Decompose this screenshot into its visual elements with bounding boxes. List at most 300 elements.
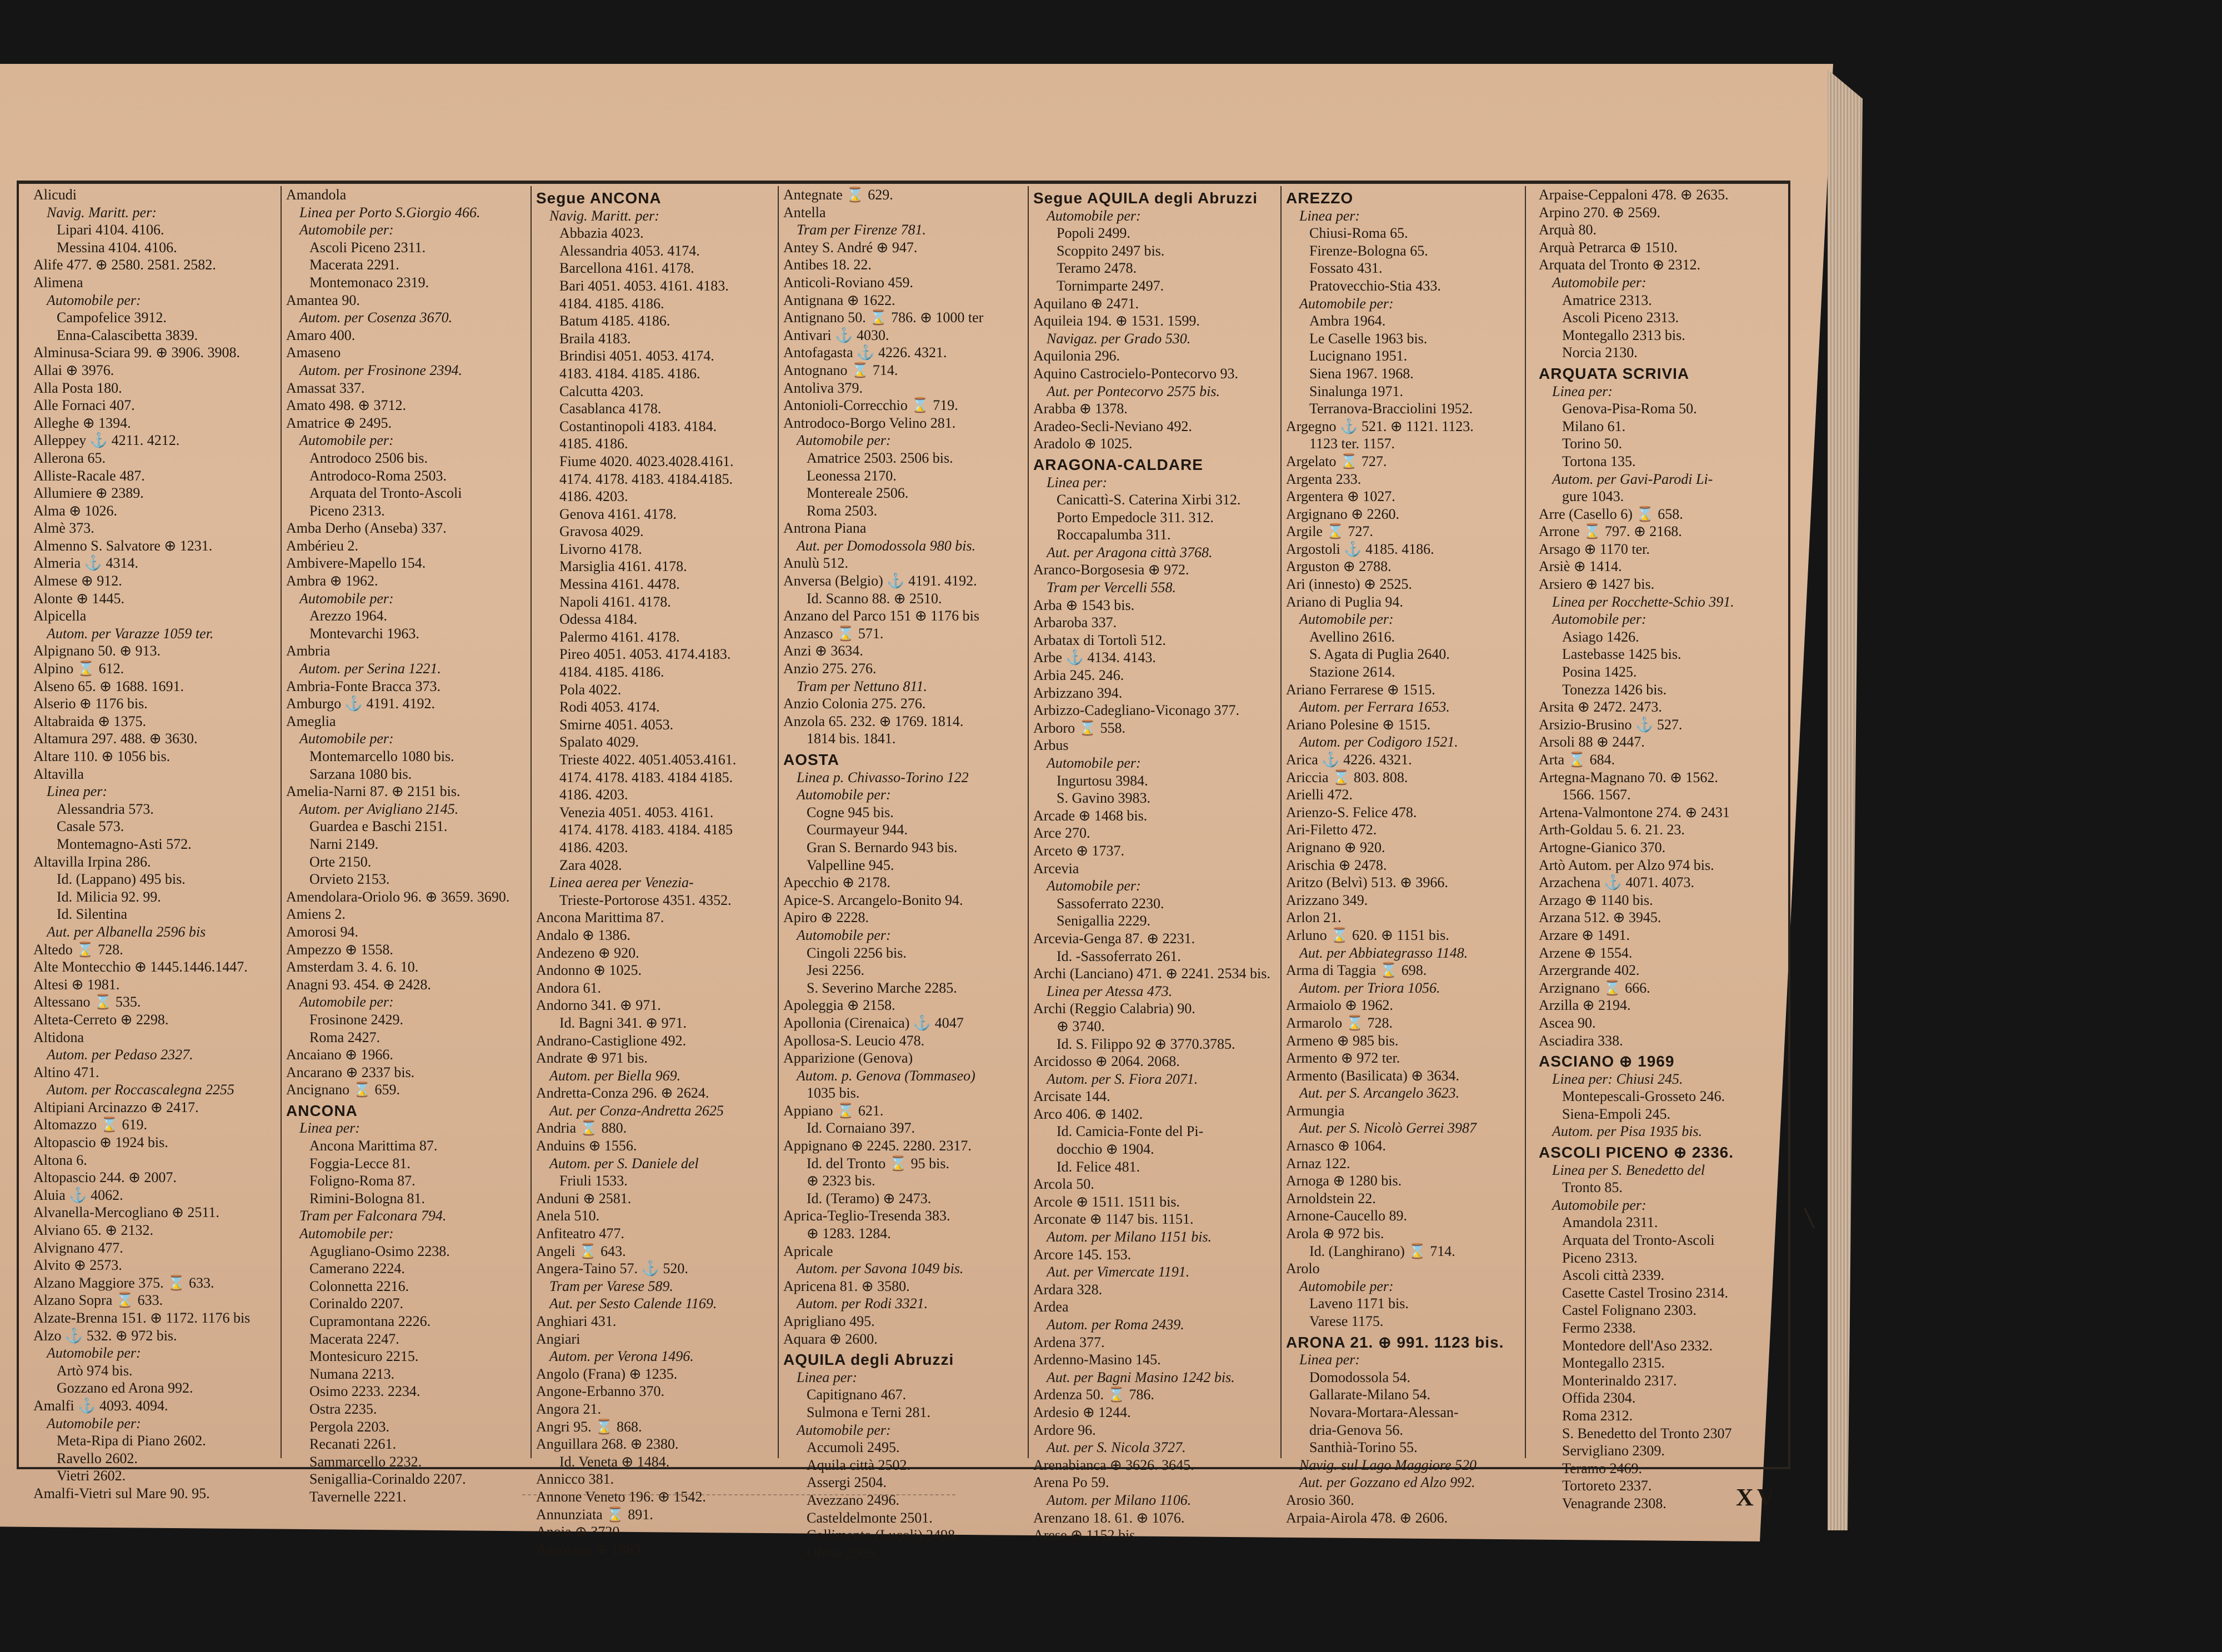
index-sub-entry: Aut. per Albanella 2596 bis <box>47 923 206 940</box>
index-entry: Ardenza 50. ⌛ 786. <box>1033 1386 1154 1403</box>
index-sub-entry: Autom. per Savona 1049 bis. <box>797 1260 964 1277</box>
index-sub-entry: Tram per Firenze 781. <box>797 222 927 238</box>
index-sub-entry: Automobile per: <box>1552 611 1647 628</box>
index-entry: Arbia 245. 246. <box>1033 667 1124 684</box>
index-column-2 <box>286 186 532 1505</box>
index-entry: Altidona <box>33 1029 84 1045</box>
index-entry: Amiens 2. <box>286 906 346 923</box>
index-entry: Aritzo (Belvì) 513. ⊕ 3966. <box>1286 874 1448 891</box>
index-sub-entry: Linea per Atessa 473. <box>1047 983 1173 999</box>
index-entry: Amantea 90. <box>286 292 360 308</box>
index-entry: Tavernelle 2221. <box>309 1488 407 1505</box>
index-entry: Ostra 2235. <box>309 1400 377 1417</box>
index-entry: Sinalunga 1971. <box>1309 383 1403 399</box>
index-entry: Arsago ⊕ 1170 ter. <box>1539 540 1650 557</box>
index-entry: Asiago 1426. <box>1562 628 1639 645</box>
index-entry: Arosio 360. <box>1286 1491 1354 1508</box>
index-entry: Batum 4185. 4186. <box>559 313 670 329</box>
index-entry: Aquilano ⊕ 2471. <box>1033 295 1139 312</box>
index-entry: Lastebasse 1425 bis. <box>1562 646 1681 663</box>
index-entry: Arluno ⌛ 620. ⊕ 1151 bis. <box>1286 927 1449 943</box>
index-entry: 4174. 4178. 4183. 4184.4185. <box>559 470 733 487</box>
index-entry: Arnone-Caucello 89. <box>1286 1208 1408 1224</box>
index-entry: Torino 50. <box>1562 435 1622 452</box>
index-entry: Amatrice 2503. 2506 bis. <box>807 449 953 466</box>
index-entry: Altopascio ⊕ 1924 bis. <box>33 1134 168 1151</box>
index-entry: Ancarano ⊕ 2337 bis. <box>286 1064 415 1080</box>
index-sub-entry: Automobile per: <box>1299 1278 1394 1294</box>
index-entry: Montepescali-Grosseto 246. <box>1562 1088 1725 1105</box>
index-entry: Ofena 2505. <box>807 1544 878 1561</box>
index-entry: Apricale <box>783 1243 833 1259</box>
index-entry: Alla Posta 180. <box>33 379 122 396</box>
index-entry: Alliste-Racale 487. <box>33 467 145 484</box>
index-entry: Arce 270. <box>1033 825 1090 842</box>
index-entry: Teramo 2478. <box>1057 260 1137 277</box>
index-entry: Argenta 233. <box>1286 470 1362 487</box>
index-sub-entry: Automobile per: <box>797 787 891 803</box>
index-entry: Amelia-Narni 87. ⊕ 2151 bis. <box>286 783 461 800</box>
index-entry: ⊕ 3740. <box>1057 1018 1105 1034</box>
index-entry: Annone Veneto 196. ⊕ 1542. <box>536 1488 706 1505</box>
index-entry: Foggia-Lecce 81. <box>309 1155 411 1172</box>
index-entry: Arzene ⊕ 1554. <box>1539 944 1633 961</box>
index-entry: Apiro ⊕ 2228. <box>783 909 869 926</box>
index-entry: Avezzano 2496. <box>807 1491 900 1508</box>
index-entry: Montereale 2506. <box>807 485 909 502</box>
index-entry: Artena-Valmontone 274. ⊕ 2431 <box>1539 804 1730 820</box>
index-entry: Arsizio-Brusino ⚓ 527. <box>1539 716 1683 733</box>
index-entry: Annicco 381. <box>536 1471 614 1488</box>
index-entry: Anzasco ⌛ 571. <box>783 625 884 642</box>
index-entry: Amato 498. ⊕ 3712. <box>286 397 407 414</box>
index-entry: Smirne 4051. 4053. <box>559 716 674 733</box>
index-entry: Alpicella <box>33 608 87 624</box>
index-entry: Arnoga ⊕ 1280 bis. <box>1286 1173 1402 1189</box>
index-entry: Aquara ⊕ 2600. <box>783 1330 878 1347</box>
page-stack-edge <box>1828 69 1878 1530</box>
index-sub-entry: Automobile per: <box>1552 1197 1647 1213</box>
index-entry: S. Severino Marche 2285. <box>807 979 957 996</box>
index-heading: ANCONA <box>286 1102 358 1119</box>
index-entry: Argostoli ⚓ 4185. 4186. <box>1286 540 1434 557</box>
index-entry: Appignano ⊕ 2245. 2280. 2317. <box>783 1138 972 1154</box>
index-sub-entry: Autom. per Rodi 3321. <box>797 1295 928 1312</box>
index-entry: Ardea <box>1033 1299 1069 1315</box>
index-entry: Cingoli 2256 bis. <box>807 944 907 961</box>
index-entry: Casale 573. <box>57 818 124 835</box>
index-entry: Frosinone 2429. <box>309 1011 403 1028</box>
index-entry: Ardara 328. <box>1033 1281 1103 1298</box>
index-entry: Alzano Sopra ⌛ 633. <box>33 1292 163 1309</box>
index-entry: Andezeno ⊕ 920. <box>536 944 639 961</box>
index-entry: Roma 2503. <box>807 502 878 519</box>
index-sub-entry: Autom. per Avigliano 2145. <box>299 800 459 817</box>
index-entry: Amatrice 2313. <box>1562 292 1652 308</box>
index-entry: Andretta-Conza 296. ⊕ 2624. <box>536 1085 709 1102</box>
index-sub-entry: Linea per: <box>47 783 108 800</box>
index-sub-entry: Navig. sul Lago Maggiore 520 <box>1299 1456 1477 1473</box>
index-entry: Arzago ⊕ 1140 bis. <box>1539 892 1653 908</box>
index-entry: Camerano 2224. <box>309 1260 405 1277</box>
index-sub-entry: Automobile per: <box>1047 207 1141 224</box>
index-column-5 <box>1033 186 1282 1544</box>
index-sub-entry: Automobile per: <box>1299 295 1394 312</box>
index-entry: Apricena 81. ⊕ 3580. <box>783 1278 910 1294</box>
index-sub-entry: Autom. per Triora 1056. <box>1299 979 1440 996</box>
index-entry: 4185. 4186. <box>559 435 628 452</box>
index-entry: Arbe ⚓ 4134. 4143. <box>1033 649 1156 666</box>
index-entry: Arcisate 144. <box>1033 1088 1110 1105</box>
index-entry: Altavilla Irpina 286. <box>33 853 151 870</box>
index-entry: Arenzano 18. 61. ⊕ 1076. <box>1033 1509 1185 1526</box>
index-entry: Almese ⊕ 912. <box>33 573 122 589</box>
index-entry: Altabraida ⊕ 1375. <box>33 713 147 729</box>
index-entry: Arcola 50. <box>1033 1176 1094 1193</box>
index-entry: Armungia <box>1286 1102 1345 1119</box>
index-entry: Gravosa 4029. <box>559 523 644 540</box>
index-entry: Ari-Filetto 472. <box>1286 822 1377 838</box>
index-entry: Piceno 2313. <box>309 502 385 519</box>
index-entry: Arboro ⌛ 558. <box>1033 719 1125 736</box>
index-entry: Andora 61. <box>536 979 601 996</box>
index-sub-entry: Automobile per: <box>1552 274 1647 291</box>
index-sub-entry: Automobile per: <box>299 590 394 607</box>
index-sub-entry: Automobile per: <box>299 730 394 747</box>
index-entry: Andrate ⊕ 971 bis. <box>536 1050 648 1067</box>
index-entry: Argignano ⊕ 2260. <box>1286 505 1400 522</box>
index-sub-entry: Autom. per Serina 1221. <box>299 660 441 677</box>
index-entry: 4183. 4184. 4185. 4186. <box>559 365 700 382</box>
index-entry: Arezzo 1964. <box>309 608 388 624</box>
index-entry: Osimo 2233. 2234. <box>309 1383 421 1400</box>
index-entry: Arielli 472. <box>1286 787 1353 803</box>
index-entry: Alpino ⌛ 612. <box>33 660 124 677</box>
index-entry: Altona 6. <box>33 1152 87 1168</box>
index-entry: Braila 4183. <box>559 330 631 347</box>
index-entry: Id. Bagni 341. ⊕ 971. <box>559 1014 687 1031</box>
index-entry: Id. Milicia 92. 99. <box>57 888 161 905</box>
index-entry: Andorno 341. ⊕ 971. <box>536 997 661 1014</box>
index-sub-entry: Linea per: <box>1047 474 1108 490</box>
index-entry: Anzola 65. 232. ⊕ 1769. 1814. <box>783 713 964 729</box>
index-entry: Ariano Ferrarese ⊕ 1515. <box>1286 681 1435 698</box>
index-entry: Antrodoco 2506 bis. <box>309 449 428 466</box>
index-entry: Recanati 2261. <box>309 1436 396 1453</box>
index-entry: Ariccia ⌛ 803. 808. <box>1286 769 1408 785</box>
index-entry: Alleghe ⊕ 1394. <box>33 414 131 431</box>
index-entry: Apoleggia ⊕ 2158. <box>783 997 895 1014</box>
index-sub-entry: Linea per S. Benedetto del <box>1552 1162 1705 1178</box>
index-entry: Leonessa 2170. <box>807 467 897 484</box>
index-entry: Arzignano ⌛ 666. <box>1539 979 1650 996</box>
index-entry: Ancona Marittima 87. <box>309 1138 438 1154</box>
index-entry: Ascea 90. <box>1539 1014 1596 1031</box>
index-entry: Alminusa-Sciara 99. ⊕ 3906. 3908. <box>33 344 241 361</box>
index-entry: S. Gavino 3983. <box>1057 790 1150 807</box>
index-entry: Id. S. Filippo 92 ⊕ 3770.3785. <box>1057 1035 1235 1052</box>
index-entry: Anzi ⊕ 3634. <box>783 643 863 659</box>
index-entry: Monterinaldo 2317. <box>1562 1372 1677 1389</box>
index-sub-entry: Aut. per Pontecorvo 2575 bis. <box>1047 383 1220 399</box>
index-entry: Almenno S. Salvatore ⊕ 1231. <box>33 537 213 554</box>
index-entry: Corinaldo 2207. <box>309 1295 403 1312</box>
index-sub-entry: Tram per Varese 589. <box>549 1278 673 1294</box>
index-entry: Arignano ⊕ 920. <box>1286 839 1385 855</box>
index-entry: Arbus <box>1033 737 1069 754</box>
index-sub-entry: Tram per Falconara 794. <box>299 1208 447 1224</box>
index-entry: Ansovino ⊕ 1869. <box>536 1541 644 1558</box>
index-entry: Ingurtosu 3984. <box>1057 772 1148 789</box>
index-entry: Zara 4028. <box>559 857 622 873</box>
index-entry: Anzano del Parco 151 ⊕ 1176 bis <box>783 608 979 624</box>
index-entry: Orvieto 2153. <box>309 871 390 888</box>
index-entry: Altopascio 244. ⊕ 2007. <box>33 1169 177 1186</box>
index-entry: Roma 2427. <box>309 1029 381 1045</box>
index-entry: Arsiero ⊕ 1427 bis. <box>1539 576 1655 593</box>
index-entry: Montegallo 2315. <box>1562 1355 1665 1371</box>
index-entry: Arbatax di Tortolì 512. <box>1033 632 1166 648</box>
index-entry: Arquata del Tronto-Ascoli <box>1562 1232 1715 1249</box>
index-entry: Tortona 135. <box>1562 453 1636 469</box>
index-entry: Arzana 512. ⊕ 3945. <box>1539 909 1662 926</box>
index-entry: Accumoli 2495. <box>807 1439 900 1456</box>
index-sub-entry: Tram per Vercelli 558. <box>1047 579 1177 596</box>
index-entry: Ardenno-Masino 145. <box>1033 1351 1161 1368</box>
index-entry: Arola ⊕ 972 bis. <box>1286 1225 1384 1242</box>
index-entry: Porto Empedocle 311. 312. <box>1057 509 1214 525</box>
index-entry: Alife 477. ⊕ 2580. 2581. 2582. <box>33 257 216 273</box>
index-entry: Montemarcello 1080 bis. <box>309 748 454 764</box>
index-entry: Amandola <box>286 187 347 203</box>
index-entry: Altare 110. ⊕ 1056 bis. <box>33 748 171 764</box>
index-entry: Arba ⊕ 1543 bis. <box>1033 597 1135 613</box>
index-sub-entry: Autom. per Cosenza 3670. <box>299 309 453 326</box>
index-entry: Anoia ⊕ 3720. <box>536 1524 623 1540</box>
index-entry: Amba Derho (Anseba) 337. <box>286 520 447 537</box>
index-sub-entry: Autom. per Milano 1151 bis. <box>1047 1229 1212 1245</box>
index-entry: Macerata 2291. <box>309 257 399 273</box>
index-sub-entry: Autom. per Verona 1496. <box>549 1348 694 1365</box>
index-entry: Angri 95. ⌛ 868. <box>536 1418 642 1435</box>
index-entry: Arzare ⊕ 1491. <box>1539 927 1630 943</box>
index-sub-entry: Autom. per Gavi-Parodi Li- <box>1552 470 1713 487</box>
index-entry: Collimento (Lucoli) 2498. <box>807 1527 959 1544</box>
index-entry: Apparizione (Genova) <box>783 1050 913 1067</box>
index-entry: Arth-Goldau 5. 6. 21. 23. <box>1539 822 1685 838</box>
index-entry: Id. (Lappano) 495 bis. <box>57 871 186 888</box>
index-entry: Arta ⌛ 684. <box>1539 752 1615 768</box>
index-entry: Montemonaco 2319. <box>309 274 429 291</box>
index-entry: 1035 bis. <box>807 1085 860 1102</box>
index-entry: Andalo ⊕ 1386. <box>536 927 630 943</box>
index-entry: Montevarchi 1963. <box>309 625 419 642</box>
index-entry: Arco 406. ⊕ 1402. <box>1033 1105 1143 1122</box>
index-entry: Costantinopoli 4183. 4184. <box>559 418 717 434</box>
index-entry: Aquilonia 296. <box>1033 348 1120 364</box>
index-entry: Anzio 275. 276. <box>783 660 877 677</box>
index-entry: Arrone ⌛ 797. ⊕ 2168. <box>1539 523 1682 540</box>
index-sub-entry: Automobile per: <box>1299 611 1394 628</box>
index-entry: Agugliano-Osimo 2238. <box>309 1243 450 1259</box>
index-entry: Siena 1967. 1968. <box>1309 365 1414 382</box>
index-entry: Arcevia-Genga 87. ⊕ 2231. <box>1033 930 1195 947</box>
index-entry: Calcutta 4203. <box>559 383 644 399</box>
index-entry: Arquà Petrarca ⊕ 1510. <box>1539 239 1678 256</box>
index-entry: Aradeo-Secli-Neviano 492. <box>1033 418 1192 434</box>
index-entry: Tronto 85. <box>1562 1179 1623 1196</box>
index-sub-entry: Autom. per Roccascalegna 2255 <box>47 1082 234 1098</box>
index-entry: Arbizzano 394. <box>1033 684 1123 701</box>
index-entry: Sammarcello 2232. <box>309 1453 422 1470</box>
index-entry: Abbazia 4023. <box>559 225 644 242</box>
index-column-3 <box>536 186 779 1558</box>
index-entry: Aprica-Teglio-Tresenda 383. <box>783 1208 950 1224</box>
index-entry: Angone-Erbanno 370. <box>536 1383 665 1400</box>
index-sub-entry: Linea per Porto S.Giorgio 466. <box>299 204 481 221</box>
index-entry: Arnasco ⊕ 1064. <box>1286 1138 1386 1154</box>
index-entry: Ardesio ⊕ 1244. <box>1033 1404 1131 1420</box>
index-sub-entry: Navig. Maritt. per: <box>549 207 659 224</box>
index-entry: Altessano ⌛ 535. <box>33 994 141 1010</box>
index-sub-entry: Aut. per Sesto Calende 1169. <box>549 1295 717 1312</box>
index-entry: Trieste 4022. 4051.4053.4161. <box>559 752 737 768</box>
index-sub-entry: Automobile per: <box>47 1415 141 1431</box>
index-entry: Asciadira 338. <box>1539 1032 1623 1049</box>
index-column-1 <box>33 186 282 1501</box>
index-entry: Piceno 2313. <box>1562 1249 1638 1266</box>
index-sub-entry: Linea per: Chiusi 245. <box>1552 1070 1683 1087</box>
index-entry: Anzio Colonia 275. 276. <box>783 695 926 712</box>
index-entry: Arese ⊕ 1152 bis. <box>1033 1527 1139 1544</box>
index-entry: Arienzo-S. Felice 478. <box>1286 804 1417 820</box>
index-entry: Anela 510. <box>536 1208 600 1224</box>
index-entry: Id. Veneta ⊕ 1484. <box>559 1453 670 1470</box>
index-entry: Genova 4161. 4178. <box>559 505 677 522</box>
index-entry: Ascoli Piceno 2311. <box>309 239 426 256</box>
index-entry: Arcole ⊕ 1511. 1511 bis. <box>1033 1193 1180 1210</box>
index-entry: Aradolo ⊕ 1025. <box>1033 435 1133 452</box>
index-entry: Arma di Taggia ⌛ 698. <box>1286 962 1427 979</box>
index-entry: Alte Montecchio ⊕ 1445.1446.1447. <box>33 959 248 975</box>
index-entry: 4186. 4203. <box>559 839 628 855</box>
index-entry: Antella <box>783 204 826 221</box>
index-heading: AQUILA degli Abruzzi <box>783 1351 954 1369</box>
index-entry: Antegnate ⌛ 629. <box>783 187 893 203</box>
index-sub-entry: Linea p. Chivasso-Torino 122 <box>797 769 969 785</box>
index-entry: Genova-Pisa-Roma 50. <box>1562 401 1697 417</box>
index-entry: Altino 471. <box>33 1064 99 1080</box>
index-entry: 4174. 4178. 4183. 4184 4185. <box>559 769 733 785</box>
index-entry: Casablanca 4178. <box>559 401 662 417</box>
index-entry: Senigallia 2229. <box>1057 913 1150 929</box>
index-entry: Amaseno <box>286 344 341 361</box>
index-entry: Tornimparte 2497. <box>1057 277 1164 294</box>
index-sub-entry: Linea aerea per Venezia- <box>549 874 694 891</box>
index-entry: Artò 974 bis. <box>57 1362 133 1379</box>
index-entry: Fossato 431. <box>1309 260 1383 277</box>
index-entry: Numana 2213. <box>309 1365 395 1382</box>
index-entry: S. Benedetto del Tronto 2307 <box>1562 1425 1732 1441</box>
index-entry: Montesicuro 2215. <box>309 1348 419 1365</box>
index-entry: Anduni ⊕ 2581. <box>536 1190 632 1207</box>
index-entry: Anfiteatro 477. <box>536 1225 624 1242</box>
index-entry: docchio ⊕ 1904. <box>1057 1141 1154 1158</box>
index-entry: Artegna-Magnano 70. ⊕ 1562. <box>1539 769 1718 785</box>
index-entry: Alpignano 50. ⊕ 913. <box>33 643 161 659</box>
index-entry: Anagni 93. 454. ⊕ 2428. <box>286 976 431 993</box>
index-entry: Arpino 270. ⊕ 2569. <box>1539 204 1660 221</box>
index-sub-entry: Linea per: <box>1299 1351 1360 1368</box>
index-entry: Montegallo 2313 bis. <box>1562 327 1685 343</box>
index-entry: Id. Silentina <box>57 906 128 923</box>
index-entry: Offida 2304. <box>1562 1390 1636 1406</box>
index-entry: Angolo (Frana) ⊕ 1235. <box>536 1365 678 1382</box>
index-entry: Casette Castel Trosino 2314. <box>1562 1284 1729 1301</box>
index-sub-entry: Autom. per Pedaso 2327. <box>47 1047 193 1063</box>
index-entry: Almè 373. <box>33 520 94 537</box>
index-entry: Terranova-Bracciolini 1952. <box>1309 401 1473 417</box>
index-entry: Altedo ⌛ 728. <box>33 941 123 958</box>
index-sub-entry: Automobile per: <box>299 994 394 1010</box>
index-entry: Arre (Casello 6) ⌛ 658. <box>1539 505 1683 522</box>
index-sub-entry: Tram per Nettuno 811. <box>797 678 927 694</box>
index-entry: Valpelline 945. <box>807 857 894 873</box>
index-entry: Lipari 4104. 4106. <box>57 222 164 238</box>
index-entry: Barcellona 4161. 4178. <box>559 260 694 277</box>
index-sub-entry: Linea per Rocchette-Schio 391. <box>1552 593 1734 610</box>
index-entry: Fiume 4020. 4023.4028.4161. <box>559 453 734 469</box>
index-sub-entry: Automobile per: <box>47 1345 141 1361</box>
index-entry: Ancona Marittima 87. <box>536 909 664 926</box>
index-entry: Antrodoco-Roma 2503. <box>309 467 447 484</box>
index-entry: Armento (Basilicata) ⊕ 3634. <box>1286 1067 1460 1084</box>
index-entry: Arnaz 122. <box>1286 1155 1350 1172</box>
index-entry: Pergola 2203. <box>309 1418 389 1435</box>
index-entry: Aquila città 2502. <box>807 1456 911 1473</box>
index-entry: Altesi ⊕ 1981. <box>33 976 120 993</box>
index-entry: Bari 4051. 4053. 4161. 4183. <box>559 277 729 294</box>
index-entry: Courmayeur 944. <box>807 822 908 838</box>
index-entry: Aluia ⚓ 4062. <box>33 1187 123 1203</box>
index-entry: Arpaia-Airola 478. ⊕ 2606. <box>1286 1509 1448 1526</box>
index-entry: Andria ⌛ 880. <box>536 1120 627 1137</box>
index-entry: Ambérieu 2. <box>286 537 358 554</box>
index-entry: Guardea e Baschi 2151. <box>309 818 448 835</box>
index-entry: Argentera ⊕ 1027. <box>1286 488 1395 505</box>
index-sub-entry: Automobile per: <box>299 222 394 238</box>
index-entry: Alzano Maggiore 375. ⌛ 633. <box>33 1274 214 1291</box>
index-entry: Montedore dell'Aso 2332. <box>1562 1337 1713 1354</box>
index-sub-entry: Autom. per Codigoro 1521. <box>1299 734 1458 750</box>
index-entry: Arcade ⊕ 1468 bis. <box>1033 807 1148 824</box>
index-entry: Alteta-Cerreto ⊕ 2298. <box>33 1011 169 1028</box>
index-entry: 1123 ter. 1157. <box>1309 435 1395 452</box>
index-sub-entry: Autom. per Pisa 1935 bis. <box>1552 1123 1703 1140</box>
index-sub-entry: Aut. per Gozzano ed Alzo 992. <box>1299 1474 1475 1491</box>
index-entry: Antofagasta ⚓ 4226. 4321. <box>783 344 947 361</box>
index-entry: Alseno 65. ⊕ 1688. 1691. <box>33 678 184 694</box>
index-entry: Armento ⊕ 972 ter. <box>1286 1050 1400 1067</box>
index-entry: Servigliano 2309. <box>1562 1443 1665 1459</box>
index-entry: gure 1043. <box>1562 488 1624 505</box>
index-sub-entry: Autom. per Biella 969. <box>549 1067 681 1084</box>
index-entry: Archi (Lanciano) 471. ⊕ 2241. 2534 bis. <box>1033 965 1270 982</box>
index-entry: Arzachena ⚓ 4071. 4073. <box>1539 874 1695 891</box>
index-entry: 4184. 4185. 4186. <box>559 295 664 312</box>
index-entry: Alvanella-Mercogliano ⊕ 2511. <box>33 1204 219 1221</box>
index-entry: Altomazzo ⌛ 619. <box>33 1117 147 1133</box>
